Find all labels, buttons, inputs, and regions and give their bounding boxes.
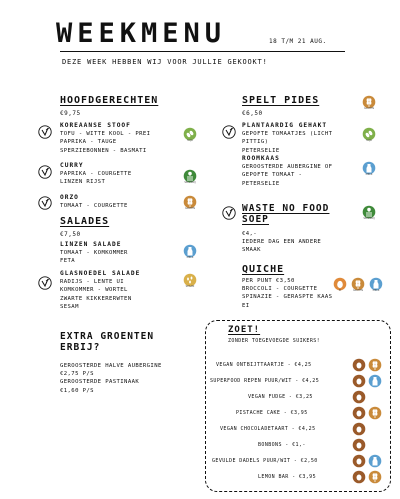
badge-label: MELK: [372, 289, 380, 292]
item-line: IEDERE DAG EEN ANDERE: [242, 239, 322, 246]
item-price: PER PUNT €3,50: [242, 278, 295, 284]
allergen-badge-selderij: [362, 204, 376, 222]
section-title-zoet: ZOET!: [228, 325, 261, 335]
badge-label: SOJA: [187, 139, 193, 142]
soep-title-line: WASTE NO FOOD: [242, 203, 330, 214]
item-line: FETA: [60, 258, 76, 265]
allergen-badge-selderij: [183, 168, 197, 186]
menu-item: [242, 155, 332, 188]
item-line: GEPOFTE TOMAAT -: [242, 172, 303, 179]
allergen-badge-gluten: [351, 276, 365, 294]
item-line: GEROOSTERDE PASTINAAK: [60, 379, 140, 386]
badge-label: MELK: [365, 173, 373, 176]
item-name: CURRY: [60, 162, 84, 169]
vegetarian-icon: [222, 206, 236, 220]
item-line: EI: [242, 302, 250, 309]
noten-icon: [352, 470, 366, 484]
vegetarian-icon: [38, 165, 52, 179]
noten-icon: [352, 454, 366, 468]
sweet-item: BONBONS - €1,-: [258, 442, 306, 448]
item-name: ORZO: [60, 194, 79, 201]
item-name: ROOMKAAS: [242, 155, 280, 162]
item-price: €4,-: [242, 231, 258, 237]
noten-icon: [352, 390, 366, 404]
badge-label: GLUTEN: [363, 107, 374, 110]
sweet-item: PISTACHE CAKE - €3,95: [236, 410, 308, 416]
menu-item: [60, 162, 132, 187]
menu-item: [242, 277, 332, 310]
badge-label: EI: [338, 289, 342, 292]
menu-item: [242, 122, 332, 155]
allergen-badge-melk: [183, 243, 197, 261]
item-line: RADIJS - LENTE UI: [60, 279, 125, 286]
allergen-badge-soja: [183, 126, 197, 144]
menu-item: [60, 122, 150, 155]
allergen-badge-gluten: [362, 94, 376, 112]
item-line: PAPRIKA - TAUGE: [60, 139, 117, 146]
item-name: GLASNOEDEL SALADE: [60, 270, 141, 277]
soep-title-line: SOEP: [242, 214, 269, 225]
date-range: 18 T/M 21 AUG.: [269, 38, 327, 45]
item-line: PITTIG): [242, 139, 269, 146]
menu-item: [60, 270, 140, 311]
item-line: PETERSELIE: [242, 180, 280, 187]
badge-label: MELK: [186, 256, 194, 259]
sweet-item: LEMON BAR - €3,95: [258, 474, 316, 480]
item-line: SPERZIEBONNEN - BASMATI: [60, 147, 147, 154]
noten-icon: [352, 422, 366, 436]
item-line: GEROOSTERDE HALVE AUBERGINE: [60, 363, 162, 369]
melk-icon: [368, 454, 382, 468]
item-line: TOMAAT - COURGETTE: [60, 203, 128, 210]
gluten-icon: [368, 406, 382, 420]
item-line: TOFU - WITTE KOOL - PREI: [60, 131, 151, 138]
badge-label: SOJA: [366, 139, 372, 142]
item-line: BROCCOLI - COURGETTE: [242, 286, 318, 293]
sweet-item: VEGAN ONTBIJTTAARTJE - €4,25: [216, 362, 312, 368]
allergen-badge-sesam: [183, 272, 197, 290]
item-line: €2,75 P/S: [60, 371, 94, 378]
item-line: PETERSELIE: [242, 147, 280, 154]
badge-label: SESAM: [185, 285, 195, 288]
allergen-badge-melk: [362, 160, 376, 178]
price-spelt-pides: €6,50: [242, 110, 263, 117]
item-line: GEROOSTERDE AUBERGINE OF: [242, 164, 333, 171]
section-title-hoofdgerechten: HOOFDGERECHTEN: [60, 95, 159, 106]
item-line: PAPRIKA - COURGETTE: [60, 171, 132, 178]
allergen-badge-gluten: [183, 194, 197, 212]
section-title-quiche: QUICHE: [242, 264, 285, 275]
item-line: SPINAZIE - GERASPTE KAAS: [242, 294, 333, 301]
noten-icon: [352, 374, 366, 388]
badge-label: SELDERIJ: [184, 181, 196, 184]
section-title-salades: SALADES: [60, 216, 110, 227]
item-line: SMAAK: [242, 247, 261, 254]
page-subtitle: DEZE WEEK HEBBEN WIJ VOOR JULLIE GEKOOKT!: [62, 58, 268, 66]
allergen-badge-melk: [369, 276, 383, 294]
item-name: LINZEN SALADE: [60, 241, 122, 248]
gluten-icon: [368, 358, 382, 372]
item-line: KOMKOMMER - WORTEL: [60, 287, 128, 294]
price-hoofdgerechten: €9,75: [60, 110, 81, 117]
noten-icon: [352, 406, 366, 420]
noten-icon: [352, 438, 366, 452]
allergen-badge-soja: [362, 126, 376, 144]
noten-icon: [352, 358, 366, 372]
vegetarian-icon: [222, 125, 236, 139]
section-title-soep: [242, 203, 329, 225]
vegetarian-icon: [38, 276, 52, 290]
vegetarian-icon: [38, 125, 52, 139]
menu-item: [242, 230, 321, 255]
menu-item: [60, 241, 128, 266]
badge-label: GLUTEN: [184, 207, 195, 210]
sweet-item: VEGAN CHOCOLADETAART - €4,25: [220, 426, 316, 432]
menu-item: [60, 194, 128, 210]
sweet-item: VEGAN FUDGE - €3,25: [248, 394, 313, 400]
allergen-badge-ei: [333, 276, 347, 294]
page-title: WEEKMENU: [56, 18, 227, 49]
extra-title-line: ERBIJ?: [60, 342, 101, 353]
item-line: ZWARTE KIKKERERWTEN: [60, 295, 132, 302]
zoet-subtitle: ZONDER TOEGEVOEGDE SUIKERS!: [228, 338, 321, 344]
vegetarian-icon: [38, 196, 52, 210]
item-line: LINZEN RIJST: [60, 179, 106, 186]
price-salades: €7,50: [60, 231, 81, 238]
badge-label: GLUTEN: [352, 289, 363, 292]
item-name: PLANTAARDIG GEHAKT: [242, 122, 328, 129]
item-name: KOREAANSE STOOF: [60, 122, 131, 129]
section-title-spelt-pides: SPELT PIDES: [242, 95, 320, 106]
item-line: €1,60 P/S: [60, 387, 94, 394]
title-underline: [60, 51, 345, 52]
item-line: TOMAAT - KOMKOMMER: [60, 250, 128, 257]
item-line: SESAM: [60, 303, 79, 310]
section-title-extra: [60, 331, 154, 353]
item-line: GEPOFTE TOMAATJES (LICHT: [242, 131, 333, 138]
menu-item: [60, 362, 162, 395]
badge-label: SELDERIJ: [363, 217, 375, 220]
extra-title-line: EXTRA GROENTEN: [60, 331, 155, 342]
sweet-item: GEVULDE DADELS PUUR/WIT - €2,50: [212, 458, 318, 464]
melk-icon: [368, 374, 382, 388]
gluten-icon: [368, 470, 382, 484]
sweet-item: SUPERFOOD REPEN PUUR/WIT - €4,25: [210, 378, 320, 384]
